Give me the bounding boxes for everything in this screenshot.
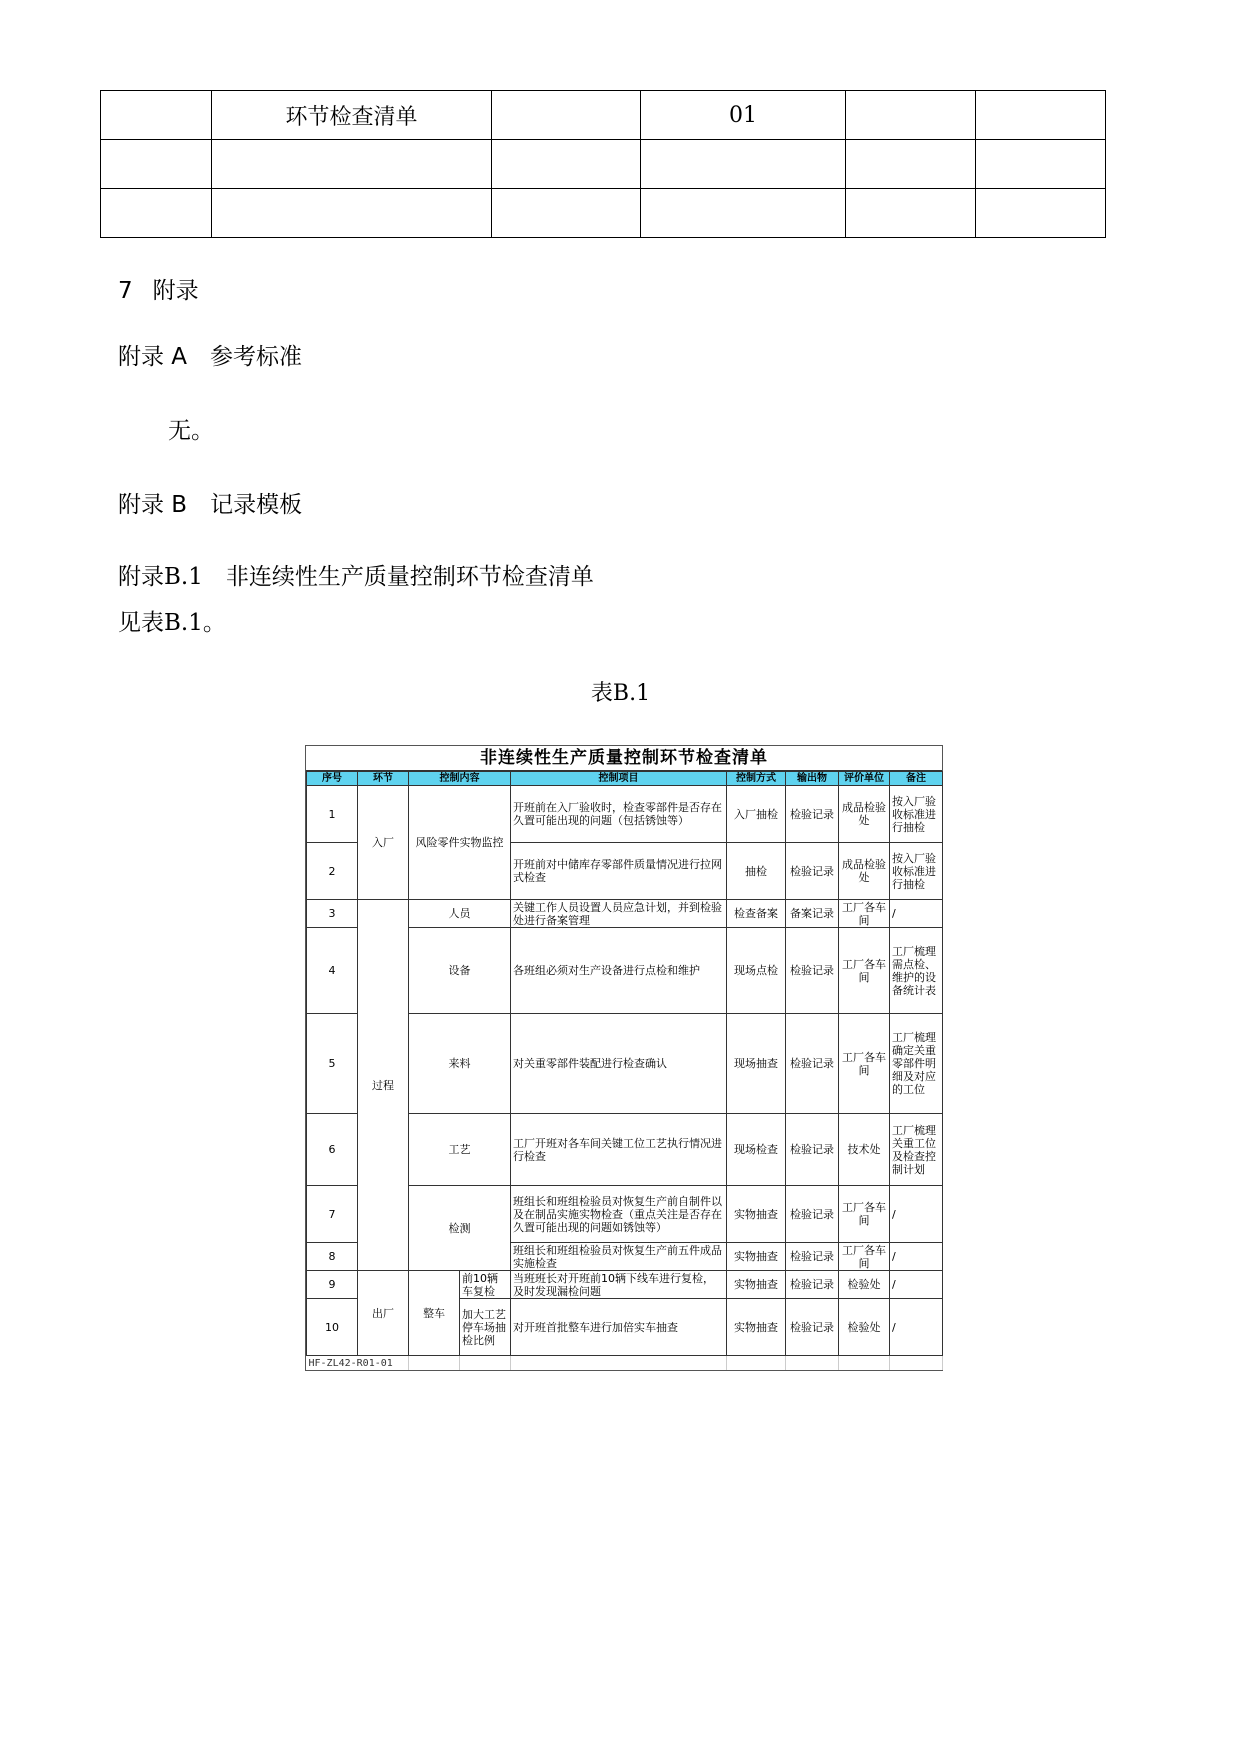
table-row xyxy=(307,900,943,928)
table-row xyxy=(101,91,1106,140)
content-cell: 来料 xyxy=(409,1014,511,1114)
table-row xyxy=(307,1271,943,1299)
checklist-title: 非连续性生产质量控制环节检查清单 xyxy=(306,746,942,771)
row-number: 7 xyxy=(307,1186,358,1243)
item-cell: 对开班首批整车进行加倍实车抽查 xyxy=(511,1299,727,1356)
row-number: 4 xyxy=(307,928,358,1014)
output-cell: 检验记录 xyxy=(786,1014,839,1114)
unit-cell: 工厂各车间 xyxy=(839,928,890,1014)
method-cell: 现场检查 xyxy=(727,1114,786,1186)
appendix-a-heading: 附录 A 参考标准 xyxy=(118,344,303,370)
checklist-table xyxy=(306,771,943,1370)
note-cell: 按入厂验收标准进行抽检 xyxy=(890,843,943,900)
row-number: 5 xyxy=(307,1014,358,1114)
appendix-b1-ref: 见表B.1。 xyxy=(118,610,226,636)
note-cell: / xyxy=(890,1243,943,1271)
method-cell: 抽检 xyxy=(727,843,786,900)
table-cell xyxy=(846,189,976,238)
content-cell: 人员 xyxy=(409,900,511,928)
method-cell: 现场点检 xyxy=(727,928,786,1014)
method-cell: 现场抽查 xyxy=(727,1014,786,1114)
unit-cell: 检验处 xyxy=(839,1299,890,1356)
header-cell: 控制方式 xyxy=(727,772,786,786)
sub-content-cell: 前10辆车复检 xyxy=(460,1271,511,1299)
item-cell: 关键工作人员设置人员应急计划，并到检验处进行备案管理 xyxy=(511,900,727,928)
stage-cell: 出厂 xyxy=(358,1271,409,1356)
note-cell: 工厂梳理关重工位及检查控制计划 xyxy=(890,1114,943,1186)
header-cell: 备注 xyxy=(890,772,943,786)
table-cell: 01 xyxy=(641,91,846,140)
note-cell: 按入厂验收标准进行抽检 xyxy=(890,786,943,843)
method-cell: 实物抽查 xyxy=(727,1243,786,1271)
output-cell: 检验记录 xyxy=(786,1114,839,1186)
content-cell: 检测 xyxy=(409,1186,511,1271)
output-cell: 检验记录 xyxy=(786,843,839,900)
output-cell: 检验记录 xyxy=(786,1243,839,1271)
sub-content-cell: 加大工艺停车场抽检比例 xyxy=(460,1299,511,1356)
header-cell: 控制项目 xyxy=(511,772,727,786)
section-number: 7 xyxy=(118,278,133,304)
content-cell: 工艺 xyxy=(409,1114,511,1186)
unit-cell: 技术处 xyxy=(839,1114,890,1186)
table-cell: 环节检查清单 xyxy=(212,91,492,140)
table-cell xyxy=(492,140,641,189)
appendix-a-body: 无。 xyxy=(168,418,214,444)
form-code: HF-ZL42-R01-01 xyxy=(307,1356,409,1371)
row-number: 8 xyxy=(307,1243,358,1271)
table-cell xyxy=(492,91,641,140)
table-cell xyxy=(976,189,1106,238)
section-heading xyxy=(118,272,199,305)
unit-cell: 工厂各车间 xyxy=(839,1243,890,1271)
method-cell: 实物抽查 xyxy=(727,1186,786,1243)
row-number: 10 xyxy=(307,1299,358,1356)
record-table xyxy=(100,90,1106,238)
note-cell: / xyxy=(890,1271,943,1299)
note-cell: 工厂梳理需点检、维护的设备统计表 xyxy=(890,928,943,1014)
appendix-b1-heading: 附录B.1 非连续性生产质量控制环节检查清单 xyxy=(118,564,594,590)
header-cell: 控制内容 xyxy=(409,772,511,786)
header-cell: 序号 xyxy=(307,772,358,786)
note-cell: / xyxy=(890,900,943,928)
row-number: 1 xyxy=(307,786,358,843)
item-cell: 工厂开班对各车间关键工位工艺执行情况进行检查 xyxy=(511,1114,727,1186)
table-cell xyxy=(212,189,492,238)
output-cell: 检验记录 xyxy=(786,928,839,1014)
table-cell xyxy=(846,140,976,189)
item-cell: 开班前在入厂验收时，检查零部件是否存在久置可能出现的问题（包括锈蚀等） xyxy=(511,786,727,843)
table-cell xyxy=(492,189,641,238)
unit-cell: 成品检验处 xyxy=(839,786,890,843)
item-cell: 对关重零部件装配进行检查确认 xyxy=(511,1014,727,1114)
table-cell xyxy=(976,91,1106,140)
row-number: 6 xyxy=(307,1114,358,1186)
checklist-figure xyxy=(305,745,943,1371)
content-cell: 整车 xyxy=(409,1271,460,1356)
method-cell: 实物抽查 xyxy=(727,1271,786,1299)
unit-cell: 成品检验处 xyxy=(839,843,890,900)
table-cell xyxy=(101,140,212,189)
row-number: 3 xyxy=(307,900,358,928)
unit-cell: 工厂各车间 xyxy=(839,1186,890,1243)
method-cell: 入厂抽检 xyxy=(727,786,786,843)
table-cell xyxy=(641,189,846,238)
unit-cell: 工厂各车间 xyxy=(839,900,890,928)
note-cell: / xyxy=(890,1186,943,1243)
row-number: 9 xyxy=(307,1271,358,1299)
table-cell xyxy=(641,140,846,189)
content-cell: 设备 xyxy=(409,928,511,1014)
table-row xyxy=(101,140,1106,189)
stage-cell: 入厂 xyxy=(358,786,409,900)
appendix-b-heading: 附录 B 记录模板 xyxy=(118,492,303,518)
table-row xyxy=(307,786,943,843)
header-cell: 输出物 xyxy=(786,772,839,786)
output-cell: 检验记录 xyxy=(786,786,839,843)
output-cell: 检验记录 xyxy=(786,1299,839,1356)
item-cell: 当班班长对开班前10辆下线车进行复检，及时发现漏检问题 xyxy=(511,1271,727,1299)
table-caption: 表B.1 xyxy=(590,681,651,706)
method-cell: 检查备案 xyxy=(727,900,786,928)
table-row xyxy=(101,189,1106,238)
table-cell xyxy=(212,140,492,189)
item-cell: 班组长和班组检验员对恢复生产前五件成品实施检查 xyxy=(511,1243,727,1271)
header-cell: 环节 xyxy=(358,772,409,786)
table-cell xyxy=(101,189,212,238)
note-cell: / xyxy=(890,1299,943,1356)
header-cell: 评价单位 xyxy=(839,772,890,786)
unit-cell: 工厂各车间 xyxy=(839,1014,890,1114)
unit-cell: 检验处 xyxy=(839,1271,890,1299)
item-cell: 班组长和班组检验员对恢复生产前自制件以及在制品实施实物检查（重点关注是否存在久置可能出现的问题如锈蚀等） xyxy=(511,1186,727,1243)
section-title: 附录 xyxy=(152,278,199,304)
method-cell: 实物抽查 xyxy=(727,1299,786,1356)
table-cell xyxy=(846,91,976,140)
table-header-row xyxy=(307,772,943,786)
item-cell: 开班前对中储库存零部件质量情况进行拉网式检查 xyxy=(511,843,727,900)
table-cell xyxy=(976,140,1106,189)
item-cell: 各班组必须对生产设备进行点检和维护 xyxy=(511,928,727,1014)
table-footer-row xyxy=(307,1356,943,1371)
content-cell: 风险零件实物监控 xyxy=(409,786,511,900)
table-cell xyxy=(101,91,212,140)
stage-cell: 过程 xyxy=(358,900,409,1271)
note-cell: 工厂梳理确定关重零部件明细及对应的工位 xyxy=(890,1014,943,1114)
output-cell: 检验记录 xyxy=(786,1271,839,1299)
output-cell: 检验记录 xyxy=(786,1186,839,1243)
output-cell: 备案记录 xyxy=(786,900,839,928)
row-number: 2 xyxy=(307,843,358,900)
